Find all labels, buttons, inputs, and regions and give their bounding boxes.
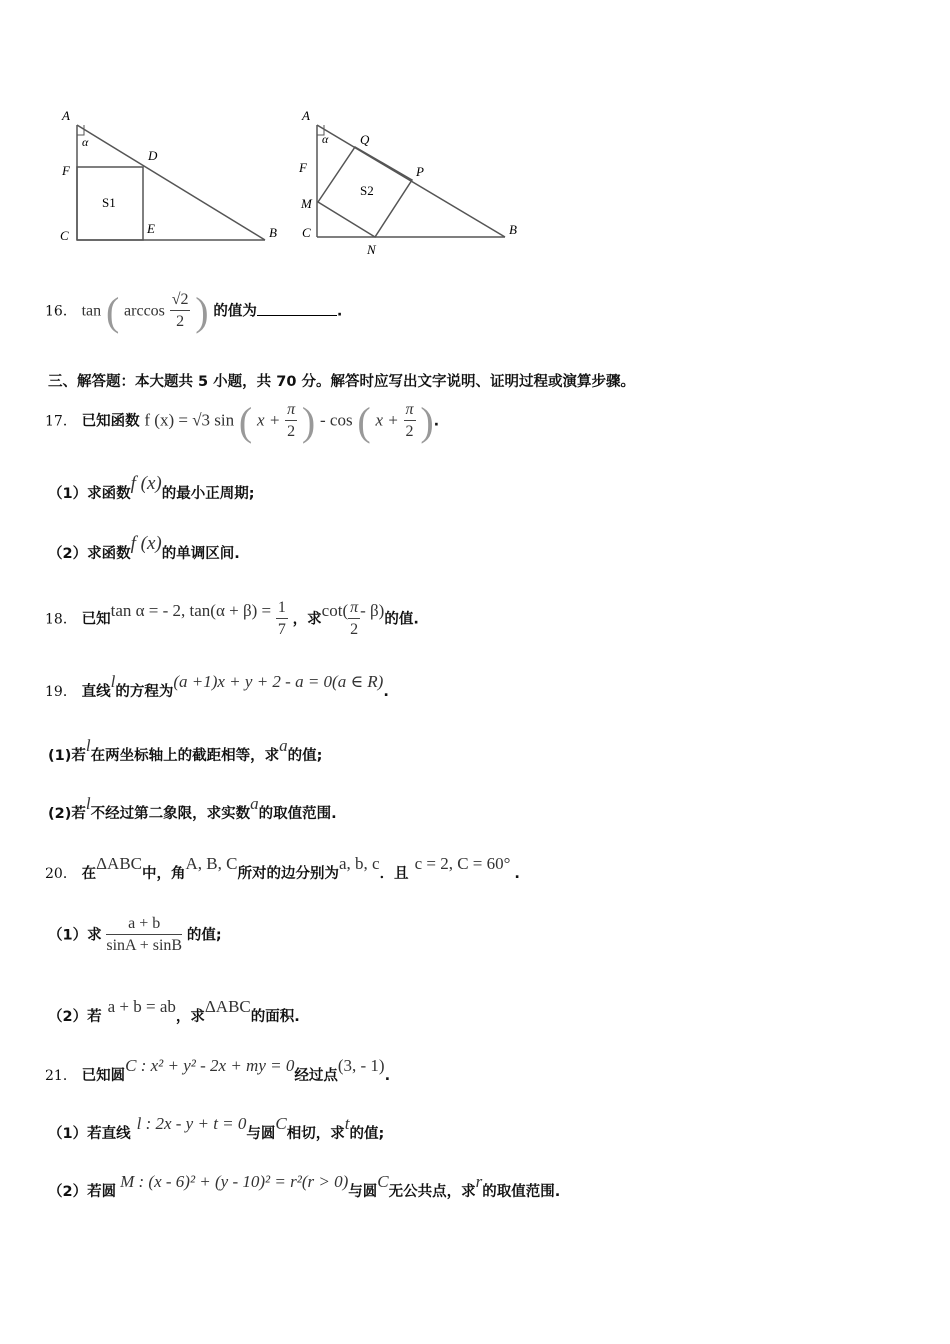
q19-eq: (a +1)x + y + 2 - a = 0(a ∈ R)	[173, 672, 384, 691]
q16-frac-num: √2	[170, 290, 191, 311]
q19-p1-end: 的值;	[287, 748, 323, 764]
q19-part-2	[48, 794, 337, 823]
q21-p1-end: 的值;	[349, 1126, 385, 1142]
q19-l: l	[110, 672, 116, 691]
fig1-label-F: F	[62, 163, 70, 178]
q17-p1-f: f (x)	[130, 473, 162, 494]
q20-angles: A, B, C	[185, 854, 238, 873]
q21-p2-c: C	[377, 1172, 389, 1191]
q17-p1-label: （1）求函数	[48, 486, 131, 502]
q18-mid: ，求	[292, 611, 322, 628]
q19-p1-l: l	[85, 736, 91, 755]
fig2-label-alpha: α	[322, 132, 329, 146]
q19-lead: 直线	[81, 684, 111, 700]
q20-p2-label: （2）若	[48, 1009, 102, 1025]
figure-triangle-s1	[50, 100, 290, 250]
fig2-label-P: P	[416, 164, 424, 179]
q17-end: .	[433, 413, 440, 430]
q17-two-1: 2	[287, 423, 296, 440]
q21-p2-mid: 与圆	[348, 1184, 378, 1200]
fig2-label-Q: Q	[360, 132, 370, 147]
q18-end: 的值.	[384, 611, 419, 628]
q18-number: 18．	[45, 611, 77, 628]
q19-p1-label: (1)若	[48, 748, 86, 764]
q19-text: 的方程为	[115, 684, 174, 700]
q21-part-2	[48, 1172, 561, 1201]
q16-tan: tan	[81, 302, 102, 320]
q20-part-1	[48, 914, 222, 957]
q21-mid: 经过点	[294, 1068, 338, 1084]
question-20	[45, 854, 520, 883]
q17-p2-f: f (x)	[130, 533, 162, 554]
q20-p2-text: 的面积.	[250, 1009, 300, 1025]
q18-pi: π	[348, 598, 360, 619]
q17-x-plus-1: x +	[257, 410, 281, 430]
q18-cond: tan α = - 2, tan(α + β) =	[110, 600, 272, 620]
q18-two: 2	[350, 621, 359, 638]
q16-arccos: arccos	[124, 302, 165, 320]
q19-p2-label: (2)若	[48, 806, 86, 822]
q21-p1-t: t	[344, 1114, 350, 1133]
q17-part-1	[48, 473, 255, 504]
q21-p1-label: （1）若直线	[48, 1126, 131, 1142]
fig1-label-D: D	[148, 148, 158, 163]
q20-p1-text: 的值;	[186, 927, 222, 944]
fig2-label-S2: S2	[360, 183, 374, 198]
q20-tri: ΔABC	[96, 854, 142, 873]
q19-p2-text: 不经过第二象限，求实数	[90, 806, 251, 822]
q21-lead: 已知圆	[81, 1068, 126, 1084]
fig2-label-C: C	[302, 225, 311, 240]
q21-point: (3, - 1)	[337, 1056, 385, 1075]
q17-lead: 已知函数	[81, 413, 140, 430]
q20-part-2	[48, 997, 300, 1026]
q20-cond: c = 2, C = 60°	[414, 854, 511, 873]
section-3-header: 三、解答题：本大题共 5 小题，共 70 分。解答时应写出文字说明、证明过程或演算步骤。	[48, 374, 635, 390]
q20-p1-label: （1）求	[48, 927, 102, 944]
fig2-label-M: M	[301, 196, 312, 211]
q17-p1-text: 的最小正周期;	[161, 486, 255, 502]
question-18	[45, 598, 419, 641]
q19-part-1	[48, 736, 323, 765]
figure-triangle-s2	[290, 100, 530, 260]
q21-p1-text: 相切，求	[286, 1126, 345, 1142]
q20-mid3: ．且	[379, 866, 409, 882]
q17-two-2: 2	[405, 423, 414, 440]
q21-number: 21．	[45, 1068, 77, 1084]
q21-eq: C : x² + y² - 2x + my = 0	[125, 1056, 295, 1075]
q19-number: 19．	[45, 684, 77, 700]
fig1-label-E: E	[147, 221, 155, 236]
fig1-label-A: A	[62, 108, 70, 123]
q21-p1-mid: 与圆	[246, 1126, 276, 1142]
q18-cot: cot(	[321, 600, 349, 620]
question-19	[45, 672, 389, 701]
q20-p2-cond: a + b = ab	[107, 997, 176, 1016]
fig2-label-B: B	[509, 222, 517, 237]
q20-lead: 在	[81, 866, 97, 882]
q21-p2-end: 的取值范围.	[482, 1184, 561, 1200]
q20-p2-tri: ΔABC	[204, 997, 251, 1016]
q16-fraction	[170, 290, 191, 333]
question-17: 17． 已知函数 f (x) = √3 sin ( x + $\frac{\pi}{2}$ ) - cos ( x + $\frac{\pi}{2}$ ).	[45, 399, 440, 444]
q19-p2-end: 的取值范围.	[258, 806, 337, 822]
q21-part-1	[48, 1114, 385, 1143]
q21-p2-eq: M : (x - 6)² + (y - 10)² = r²(r > 0)	[120, 1172, 349, 1191]
q17-number: 17．	[45, 413, 77, 430]
question-16: 16． tan ( arccos $\frac{√2}{2}$ ) 的值为 .	[45, 289, 343, 334]
q18-frac-num: 1	[276, 598, 288, 619]
q16-number: 16．	[45, 303, 77, 320]
q21-p1-eq: l : 2x - y + t = 0	[136, 1114, 247, 1133]
fig2-label-A: A	[302, 108, 310, 123]
q17-formula-pre: f (x) = √3 sin	[144, 410, 235, 430]
q17-pi-1: π	[285, 400, 297, 421]
fig1-label-S1: S1	[102, 195, 116, 210]
fig1-label-C: C	[60, 228, 69, 243]
fig1-label-alpha: α	[82, 135, 89, 149]
q16-end: .	[336, 303, 343, 320]
q20-sides: a, b, c	[338, 854, 380, 873]
q18-tail: - β)	[360, 600, 385, 620]
q19-p2-a: a	[250, 794, 259, 813]
q20-mid2: 所对的边分别为	[237, 866, 339, 882]
q21-p2-r: r	[475, 1172, 483, 1191]
q16-frac-den: 2	[176, 313, 185, 330]
q19-p2-l: l	[85, 794, 91, 813]
q20-p1-den: sinA + sinB	[106, 937, 183, 954]
q17-pi-2: π	[404, 400, 416, 421]
q18-frac-den: 7	[277, 621, 286, 638]
q18-lead: 已知	[81, 611, 111, 628]
fig1-label-B: B	[269, 225, 277, 240]
q17-p2-text: 的单调区间.	[161, 546, 240, 562]
fig2-label-N: N	[367, 242, 376, 257]
q16-answer-blank	[257, 314, 337, 316]
question-21	[45, 1056, 391, 1085]
q20-p1-num: a + b	[106, 914, 182, 935]
q20-mid1: 中，角	[142, 866, 186, 882]
q17-x-plus-2: x +	[375, 410, 399, 430]
q20-p1-fraction	[106, 914, 182, 957]
q21-p2-label: （2）若圆	[48, 1184, 117, 1200]
q19-p1-a: a	[279, 736, 288, 755]
fig2-label-F: F	[299, 160, 307, 175]
q21-p2-text: 无公共点，求	[388, 1184, 476, 1200]
q19-end: .	[383, 684, 389, 700]
q20-end: .	[514, 866, 520, 882]
q17-part-2	[48, 533, 240, 564]
q20-number: 20．	[45, 866, 77, 882]
q16-text: 的值为	[213, 303, 257, 320]
q21-end: .	[384, 1068, 391, 1084]
q21-p1-c: C	[275, 1114, 287, 1133]
q20-p2-mid: ，求	[175, 1009, 205, 1025]
q19-p1-text: 在两坐标轴上的截距相等，求	[90, 748, 280, 764]
q17-p2-label: （2）求函数	[48, 546, 131, 562]
q17-minus-cos: - cos	[320, 410, 353, 430]
